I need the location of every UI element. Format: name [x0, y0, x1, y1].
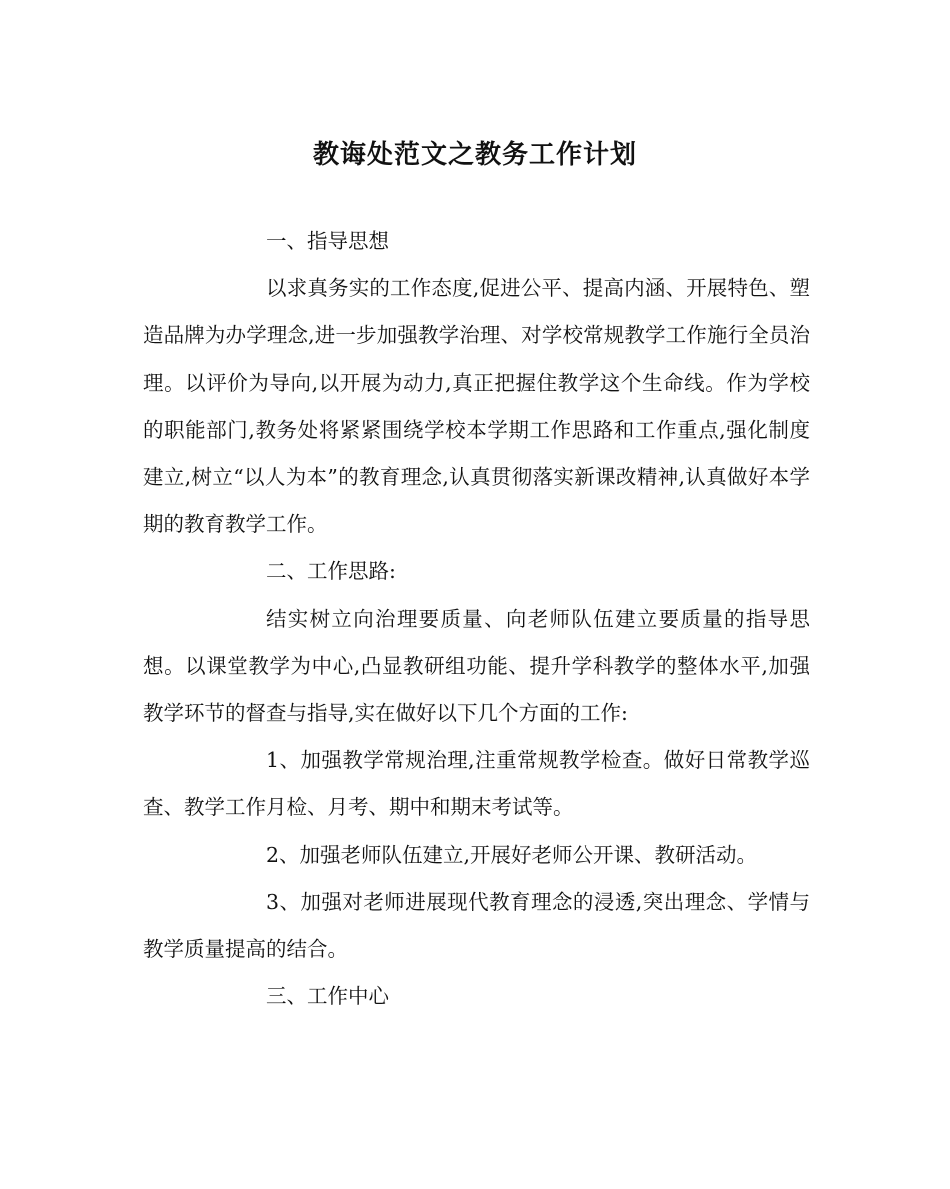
paragraph-ideology: 以求真务实的工作态度,促进公平、提高内涵、开展特色、塑造品牌为办学理念,进一步加强教学治理、对学校常规教学工作施行全员治理。以评价为导向,以开展为动力,真正把握住教学这个生命线。作为学校的职能部门,教务处将紧紧围绕学校本学期工作思路和工作重点,强化制度建立,树立“以人为本”的教育理念,认真贯彻落实新课改精神,认真做好本学期的教育教学工作。 [143, 276, 810, 537]
document-body [143, 218, 810, 1020]
list-item-2: 2、加强老师队伍建立,开展好老师公开课、教研活动。 [266, 842, 758, 867]
list-item-1: 1、加强教学常规治理,注重常规教学检查。做好日常教学巡查、教学工作月检、月考、期中和期末考试等。 [143, 748, 810, 820]
document-title: 教诲处范文之教务工作计划 [312, 140, 637, 170]
section-heading-work-focus: 三、工作中心 [266, 984, 389, 1009]
section-heading-guiding-ideology: 一、指导思想 [266, 229, 389, 253]
list-item-3: 3、加强对老师进展现代教育理念的浸透,突出理念、学情与教学质量提高的结合。 [143, 889, 810, 962]
section-heading-work-approach: 二、工作思路: [266, 559, 396, 584]
paragraph-approach: 结实树立向治理要质量、向老师队伍建立要质量的指导思想。以课堂教学为中心,凸显教研组功能、提升学科教学的整体水平,加强教学环节的督查与指导,实在做好以下几个方面的工作: [143, 606, 810, 726]
